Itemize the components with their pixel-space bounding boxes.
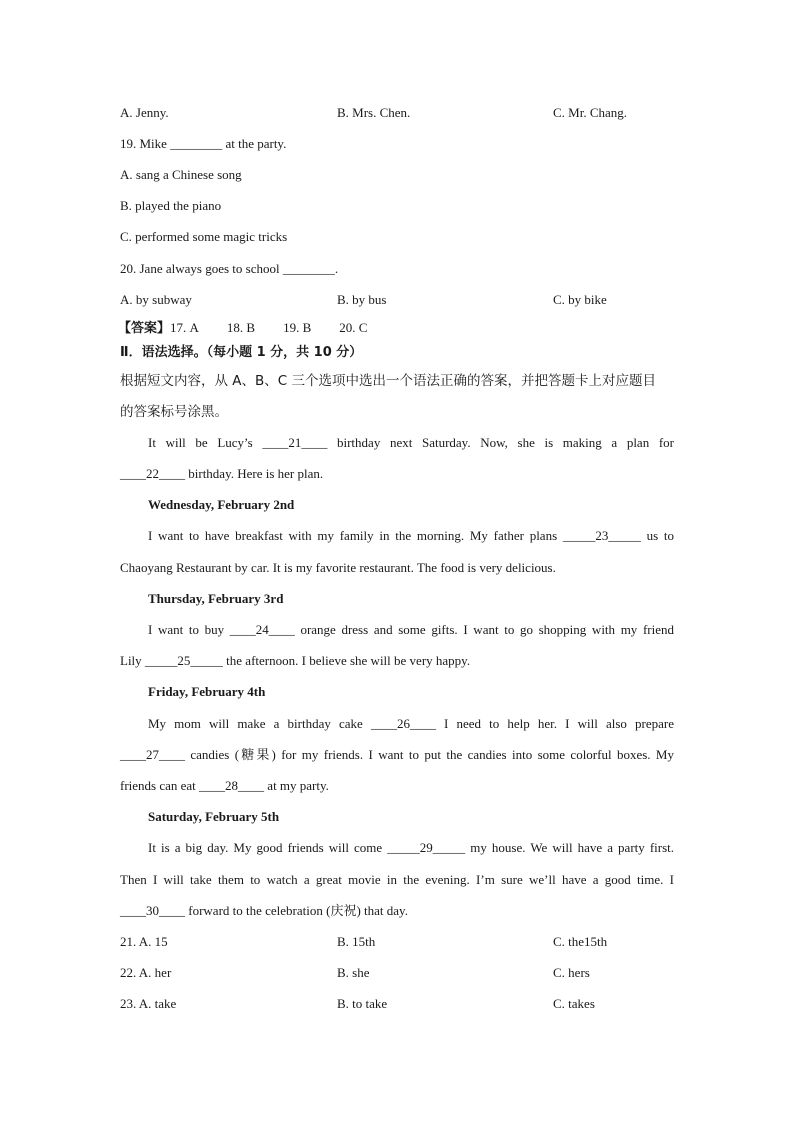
q20-blank: ________	[282, 261, 335, 276]
q20-option-b: B. by bus	[337, 292, 387, 307]
q23-option-c: C. takes	[553, 996, 595, 1011]
heading-wednesday: Wednesday, February 2nd	[148, 497, 295, 512]
passage-p4-line-2: ____27____ candies (糖果) for my friends. I want to put the candies into some colorful boxes. My	[120, 747, 674, 762]
answer-line	[118, 319, 672, 338]
blank-24: ____24____	[229, 622, 295, 637]
blank-27: ____27____	[120, 747, 185, 762]
q19-option-a: A. sang a Chinese song	[120, 167, 242, 182]
blank-25: _____25_____	[144, 653, 223, 668]
section-title: Ⅱ．语法选择。（每小题 1 分，共 10 分）	[120, 345, 363, 360]
blank-23: _____23_____	[562, 528, 641, 543]
q22-option-a: 22. A. her	[120, 965, 172, 980]
q20-stem: 20. Jane always goes to school ________.	[120, 261, 339, 276]
passage-p4-line-1: My mom will make a birthday cake ____26____ I need to help her. I will also prepare	[148, 716, 675, 731]
q21-option-b: B. 15th	[337, 934, 376, 949]
heading-thursday: Thursday, February 3rd	[148, 591, 284, 606]
q19-stem: 19. Mike ________ at the party.	[120, 136, 287, 151]
q23-option-a: 23. A. take	[120, 996, 177, 1011]
passage-p3-line-2: Lily _____25_____ the afternoon. I believe she will be very happy.	[120, 653, 471, 668]
passage-p5-line-2: Then I will take them to watch a great movie in the evening. I’m sure we’ll have a good time. I	[120, 872, 674, 887]
heading-friday: Friday, February 4th	[148, 684, 266, 699]
section-instruction-line-1: 根据短文内容，从 A、B、C 三个选项中选出一个语法正确的答案，并把答题卡上对应题目	[120, 373, 657, 389]
passage-p3-line-1: I want to buy ____24____ orange dress and some gifts. I want to go shopping with my friend	[148, 622, 674, 637]
q18-option-a: A. Jenny.	[120, 105, 169, 120]
q22-option-c: C. hers	[553, 965, 590, 980]
answer-19: 19. B	[283, 320, 312, 335]
q21-option-c: C. the15th	[553, 934, 608, 949]
blank-29: _____29_____	[387, 840, 466, 855]
q20-option-a: A. by subway	[120, 292, 192, 307]
answer-18: 18. B	[226, 320, 256, 335]
passage-p1-line-2: ____22____ birthday. Here is her plan.	[120, 466, 324, 481]
q18-option-c: C. Mr. Chang.	[553, 105, 628, 120]
section-instruction-line-2: 的答案标号涂黑。	[120, 404, 228, 420]
passage-p5-line-1: It is a big day. My good friends will come _____29_____ my house. We will have a party first.	[148, 840, 675, 855]
passage-p4-line-3: friends can eat ____28____ at my party.	[120, 778, 329, 793]
blank-28: ____28____	[199, 778, 265, 793]
q19-blank: ________	[170, 136, 223, 151]
q22-option-b: B. she	[337, 965, 370, 980]
q23-option-b: B. to take	[337, 996, 388, 1011]
blank-26: ____26____	[370, 716, 436, 731]
answer-17: 17. A	[170, 320, 199, 335]
q21-option-a: 21. A. 15	[120, 934, 168, 949]
passage-p2-line-2: Chaoyang Restaurant by car. It is my favorite restaurant. The food is very delicious.	[120, 560, 556, 575]
q19-option-b: B. played the piano	[120, 198, 222, 213]
q19-option-c: C. performed some magic tricks	[120, 229, 288, 244]
passage-p1-line-1: It will be Lucy’s ____21____ birthday next Saturday. Now, she is making a plan for	[148, 435, 674, 450]
blank-21: ____21____	[262, 435, 328, 450]
passage-p5-line-3: ____30____ forward to the celebration (庆祝) that day.	[120, 903, 408, 918]
answer-20: 20. C	[339, 320, 368, 335]
heading-saturday: Saturday, February 5th	[148, 809, 280, 824]
q20-option-c: C. by bike	[553, 292, 607, 307]
answer-label: 【答案】	[118, 321, 171, 336]
passage-p2-line-1: I want to have breakfast with my family in the morning. My father plans _____23_____ us to	[148, 528, 675, 543]
blank-30: ____30____	[120, 903, 185, 918]
q18-option-b: B. Mrs. Chen.	[337, 105, 411, 120]
blank-22: ____22____	[120, 466, 185, 481]
